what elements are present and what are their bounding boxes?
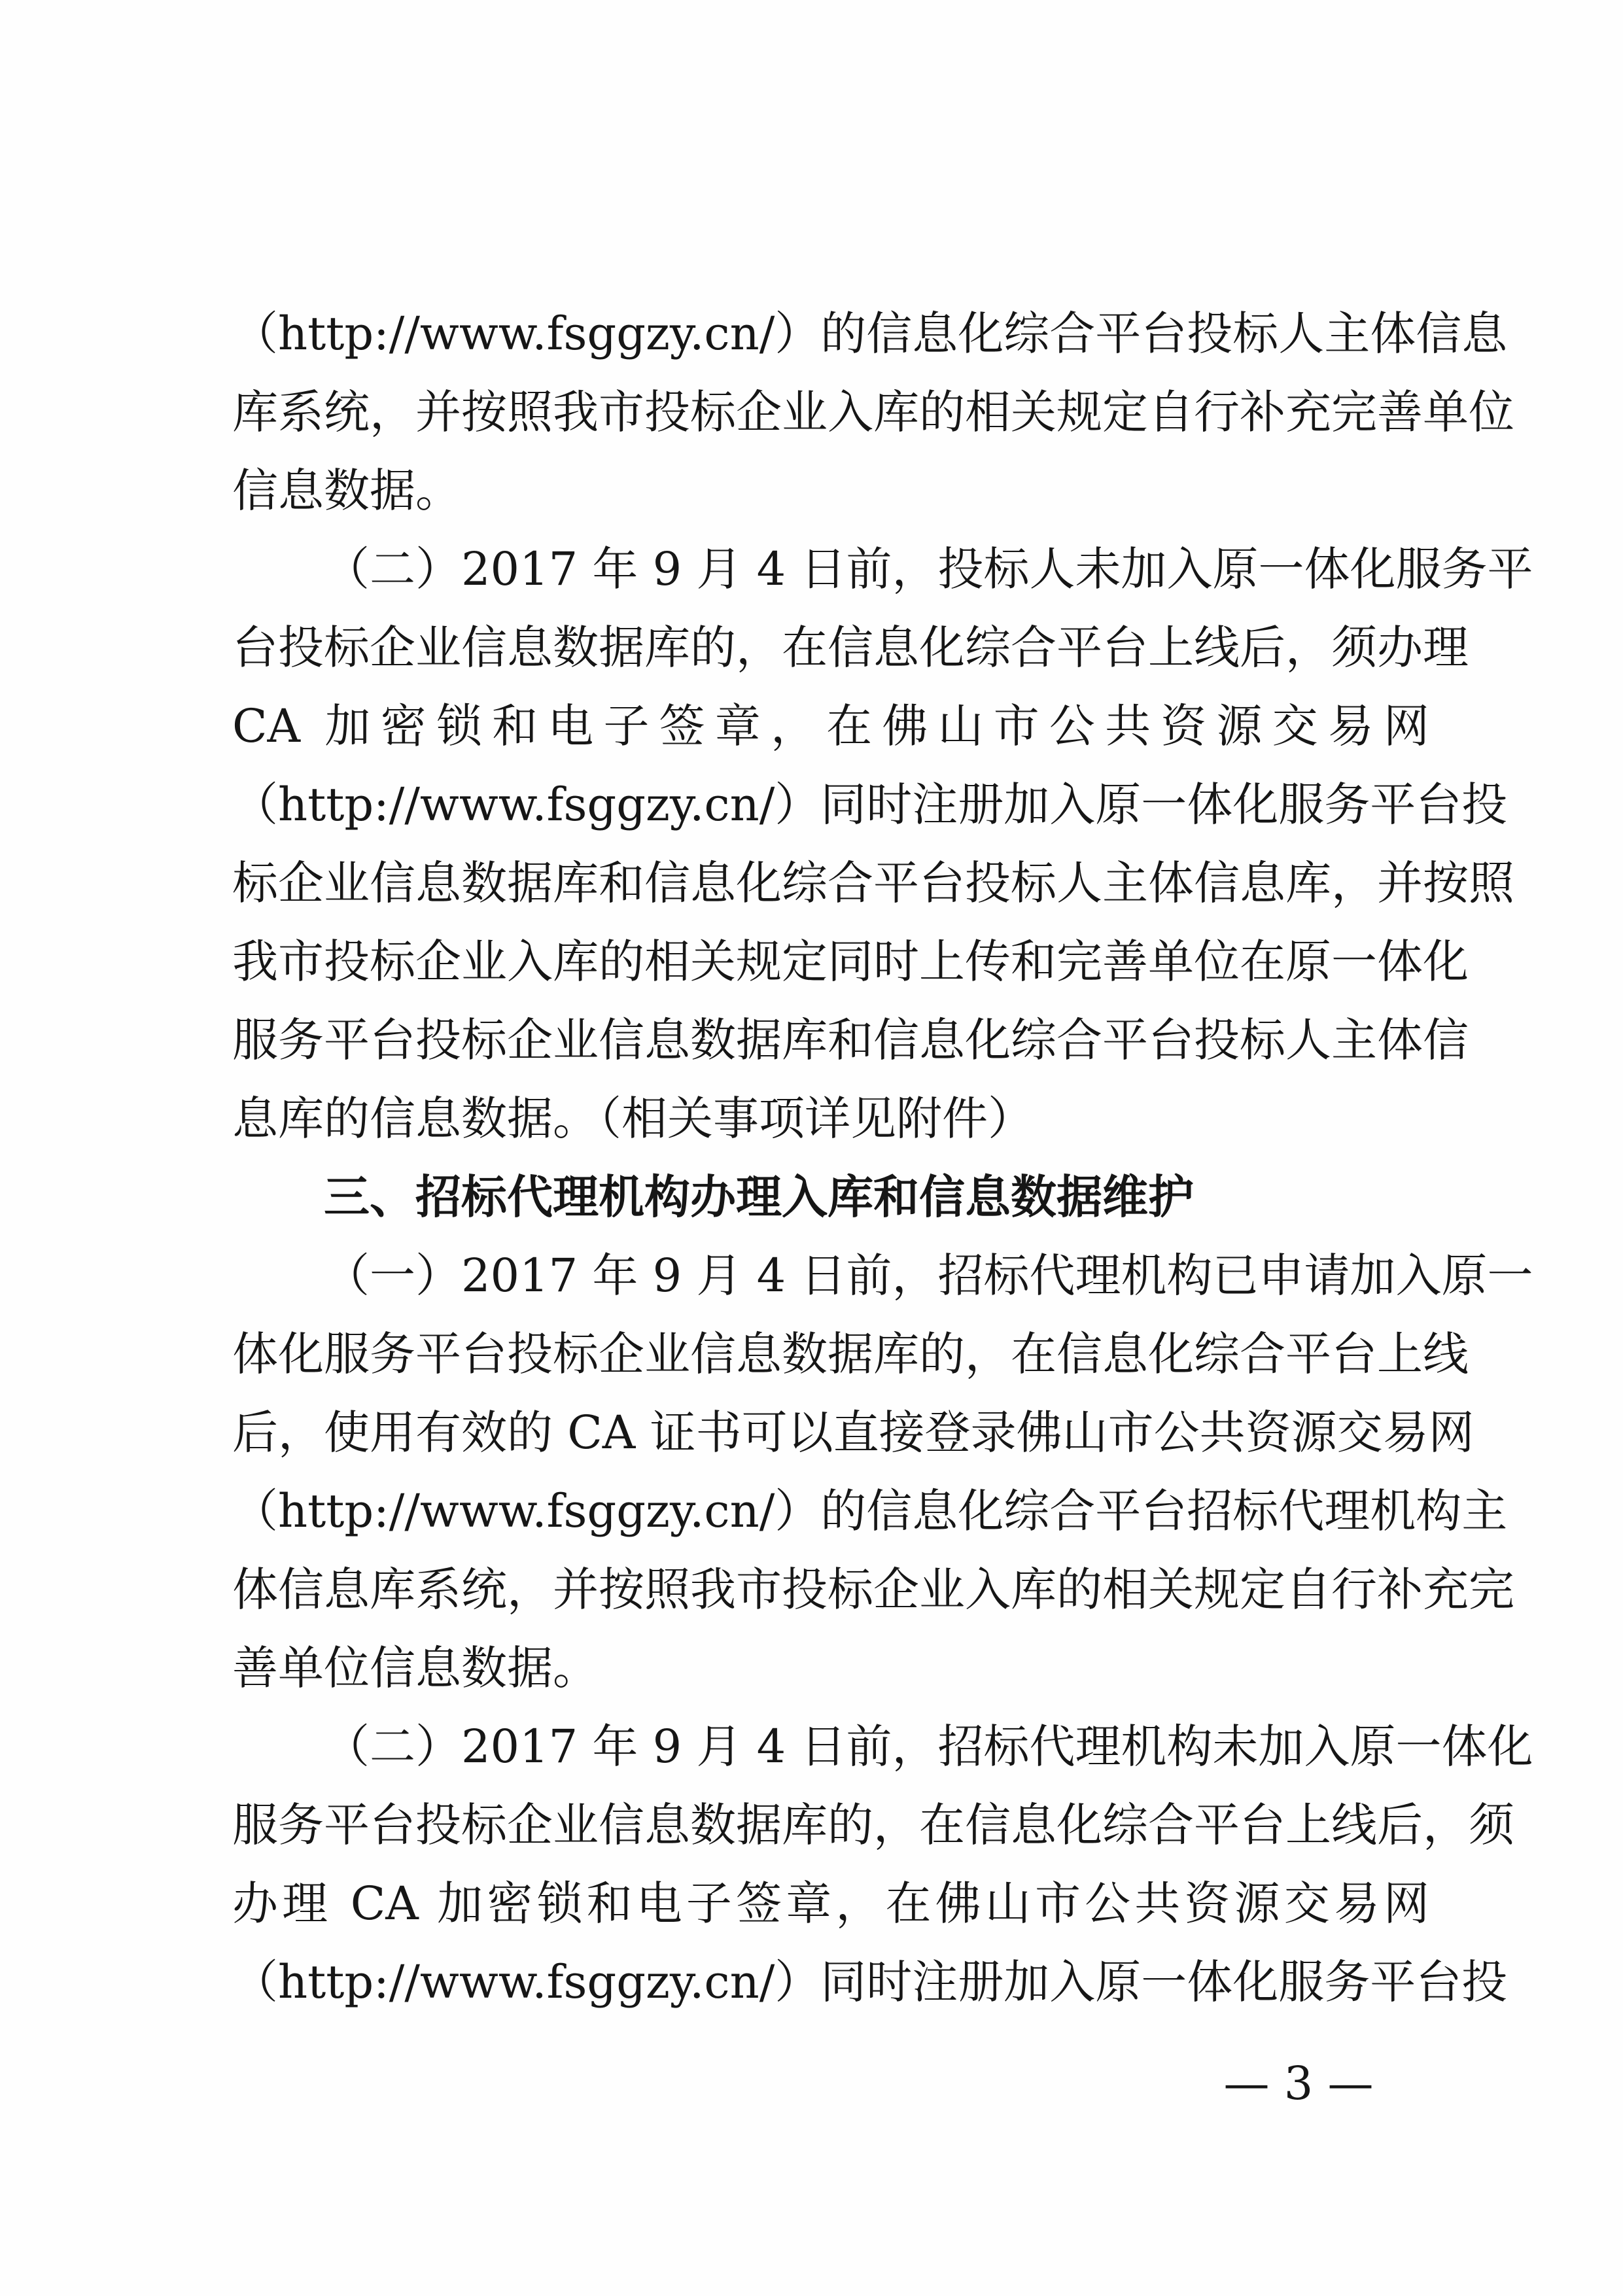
paragraph-1-line-3: 信息数据。: [232, 464, 461, 517]
paragraph-3-line-3: 后，使用有效的 CA 证书可以直接登录佛山市公共资源交易网: [232, 1406, 1475, 1459]
paragraph-1-line-1: （http://www.fsggzy.cn/）的信息化综合平台投标人主体信息: [232, 307, 1508, 360]
paragraph-3-line-5: 体信息库系统，并按照我市投标企业入库的相关规定自行补充完: [232, 1563, 1514, 1616]
paragraph-4-line-2: 服务平台投标企业信息数据库的，在信息化综合平台上线后，须: [232, 1798, 1514, 1852]
paragraph-2-line-5: 标企业信息数据库和信息化综合平台投标人主体信息库，并按照: [232, 856, 1514, 910]
paragraph-4-line-3: 办理 CA 加密锁和电子签章，在佛山市公共资源交易网: [232, 1877, 1429, 1930]
paragraph-1-line-2: 库系统，并按照我市投标企业入库的相关规定自行补充完善单位: [232, 385, 1514, 439]
page-number: — 3 —: [1223, 2057, 1374, 2110]
paragraph-3-line-6: 善单位信息数据。: [232, 1641, 599, 1695]
paragraph-4-line-4: （http://www.fsggzy.cn/）同时注册加入原一体化服务平台投: [232, 1955, 1508, 2009]
paragraph-2-line-3: CA 加密锁和电子签章，在佛山市公共资源交易网: [232, 699, 1429, 753]
paragraph-3-line-1: （一）2017 年 9 月 4 日前，招标代理机构已申请加入原一: [324, 1249, 1533, 1302]
paragraph-4-line-1: （二）2017 年 9 月 4 日前，招标代理机构未加入原一体化: [324, 1720, 1533, 1773]
paragraph-2-line-6: 我市投标企业入库的相关规定同时上传和完善单位在原一体化: [232, 935, 1469, 988]
paragraph-2-line-4: （http://www.fsggzy.cn/）同时注册加入原一体化服务平台投: [232, 778, 1508, 831]
paragraph-2-line-7: 服务平台投标企业信息数据库和信息化综合平台投标人主体信: [232, 1013, 1469, 1067]
paragraph-2-line-1: （二）2017 年 9 月 4 日前，投标人未加入原一体化服务平: [324, 542, 1533, 596]
paragraph-3-line-4: （http://www.fsggzy.cn/）的信息化综合平台招标代理机构主: [232, 1484, 1508, 1538]
paragraph-2-line-2: 台投标企业信息数据库的，在信息化综合平台上线后，须办理: [232, 621, 1469, 674]
section-heading-3: 三、招标代理机构办理入库和信息数据维护: [324, 1170, 1194, 1224]
paragraph-3-line-2: 体化服务平台投标企业信息数据库的，在信息化综合平台上线: [232, 1327, 1469, 1381]
paragraph-2-line-8: 息库的信息数据。（相关事项详见附件）: [232, 1092, 1034, 1145]
